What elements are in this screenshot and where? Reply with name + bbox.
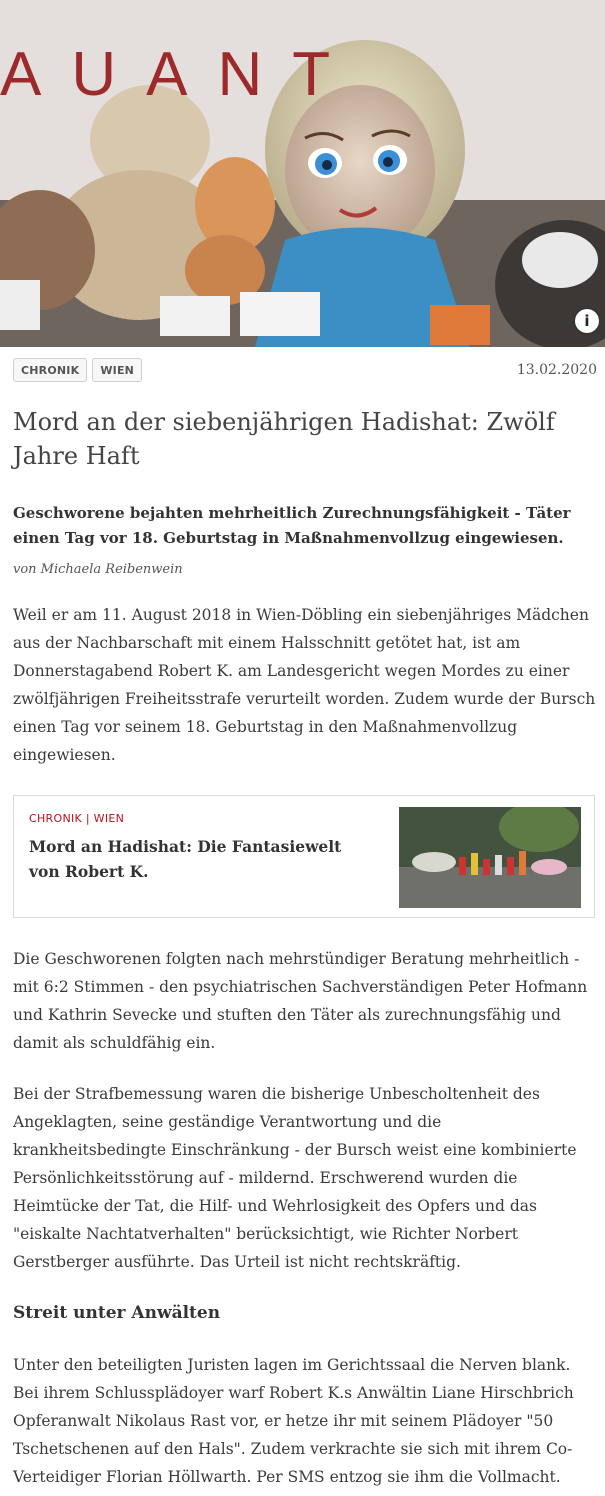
teaser-thumbnail-image (399, 807, 581, 908)
article-lead: Geschworene bejahten mehrheitlich Zurechnungsfähigkeit - Täter einen Tag vor 18. Geburtstag in Maßnahmenvollzug eingewiesen. (13, 504, 571, 547)
article-meta (0, 358, 605, 384)
teaser-thumbnail[interactable] (399, 807, 581, 908)
wall-text: AUANT (0, 40, 361, 109)
hero-photo (0, 0, 605, 347)
article-title: Mord an der siebenjährigen Hadishat: Zwölf Jahre Haft (13, 408, 555, 470)
article-author: von Michaela Reibenwein (13, 562, 183, 577)
info-icon[interactable]: i (575, 309, 599, 333)
publish-date: 13.02.2020 (516, 362, 597, 378)
tag-list (13, 358, 142, 382)
paragraph-2: Die Geschworenen folgten nach mehrstündiger Beratung mehrheitlich - mit 6:2 Stimmen - den psychiatrischen Sachverständigen Peter Hofmann und Kathrin Sevecke und stuften den Täter als zurechnungsfähig und damit als schuldfähig ein. (13, 950, 588, 1052)
teaser-title[interactable]: Mord an Hadishat: Die Fantasiewelt von Robert K. (29, 837, 342, 881)
teaser-kicker: CHRONIK | WIEN (29, 812, 125, 825)
paragraph-3: Bei der Strafbemessung waren die bisherige Unbescholtenheit des Angeklagten, seine geständige Verantwortung und die krankheitsbedingte Einschränkung - der Bursch weist eine kombinierte Persönlichkeitsstörung auf - mildernd. Erschwerend wurden die Heimtücke der Tat, die Hilf- und Wehrlosigkeit des Opfers und das "eiskalte Nachtatverhalten" berücksichtigt, wie Richter Norbert Gerstberger ausführte. Das Urteil ist nicht rechtskräftig. (13, 1085, 577, 1271)
related-article-teaser[interactable] (13, 795, 595, 918)
tag-wien[interactable]: WIEN (92, 358, 142, 382)
paragraph-4: Unter den beteiligten Juristen lagen im Gerichtssaal die Nerven blank. Bei ihrem Schlussplädoyer warf Robert K.s Anwältin Liane Hirschbrich Opferanwalt Nikolaus Rast vor, er hetze ihr mit seinem Plädoyer "50 Tschetschenen auf den Hals". Zudem verkrachte sie sich mit ihrem Co-Verteidiger Florian Höllwarth. Per SMS entzog sie ihm die Vollmacht. (13, 1356, 574, 1486)
tag-chronik[interactable]: CHRONIK (13, 358, 87, 382)
subheading: Streit unter Anwälten (13, 1303, 221, 1323)
paragraph-1: Weil er am 11. August 2018 in Wien-Döbling ein siebenjähriges Mädchen aus der Nachbarschaft mit einem Halsschnitt getötet hat, ist am Donnerstagabend Robert K. am Landesgericht wegen Mordes zu einer zwölfjährigen Freiheitsstrafe verurteilt worden. Zudem wurde der Bursch einen Tag vor seinem 18. Geburtstag in den Maßnahmenvollzug eingewiesen. (13, 606, 596, 764)
hero-image (0, 0, 605, 347)
article-header (13, 405, 598, 579)
